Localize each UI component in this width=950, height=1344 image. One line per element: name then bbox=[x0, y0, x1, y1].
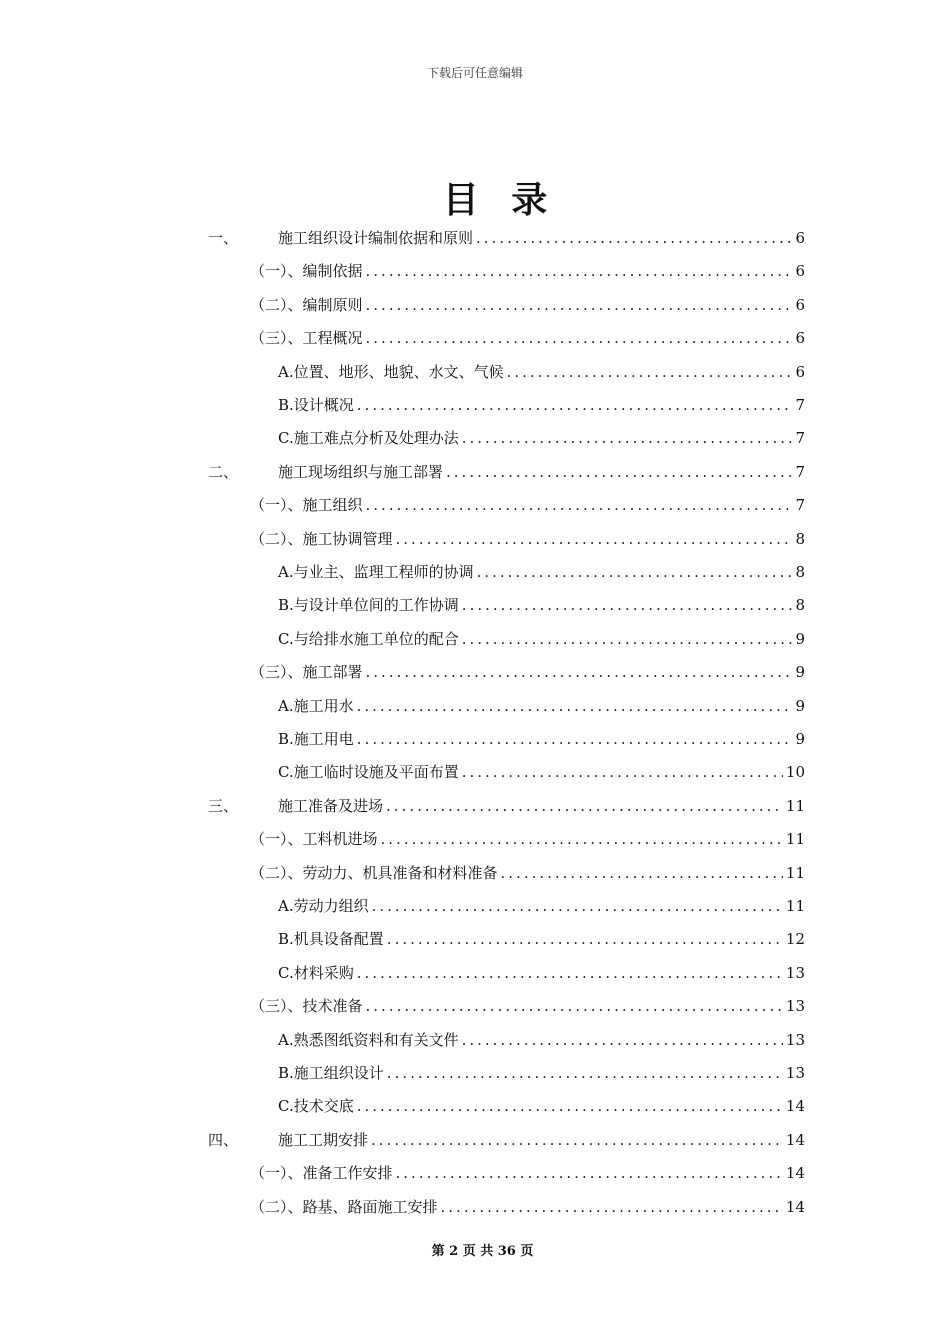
toc-entry-title: （一）、编制依据 bbox=[250, 262, 363, 281]
toc-entry[interactable] bbox=[208, 226, 805, 250]
toc-dot-leader bbox=[372, 894, 783, 918]
toc-entry-page-number: 14 bbox=[785, 1097, 805, 1116]
toc-entry-title: C.施工临时设施及平面布置 bbox=[278, 763, 459, 782]
toc-entry-page-number: 6 bbox=[795, 329, 805, 348]
toc-entry[interactable] bbox=[278, 927, 805, 951]
toc-entry-title: 施工准备及进场 bbox=[278, 796, 384, 815]
toc-entry[interactable] bbox=[278, 1028, 805, 1052]
toc-entry-page-number: 9 bbox=[795, 696, 805, 715]
toc-dot-leader bbox=[357, 727, 793, 751]
toc-entry[interactable] bbox=[208, 460, 805, 484]
toc-entry-title: （一）、准备工作安排 bbox=[250, 1164, 393, 1183]
toc-dot-leader bbox=[357, 1094, 783, 1118]
toc-entry-number: 三、 bbox=[208, 796, 239, 815]
toc-entry-title: C.技术交底 bbox=[278, 1097, 354, 1116]
toc-entry-page-number: 9 bbox=[795, 629, 805, 648]
toc-entry-page-number: 11 bbox=[785, 796, 805, 815]
toc-entry-title: （二）、编制原则 bbox=[250, 295, 363, 314]
toc-entry-page-number: 13 bbox=[785, 963, 805, 982]
toc-entry-page-number: 11 bbox=[785, 863, 805, 882]
toc-entry-page-number: 6 bbox=[795, 295, 805, 314]
toc-entry[interactable] bbox=[278, 560, 805, 584]
toc-entry[interactable] bbox=[250, 1195, 805, 1219]
toc-entry-page-number: 8 bbox=[795, 596, 805, 615]
toc-dot-leader bbox=[396, 1161, 783, 1185]
toc-entry-page-number: 9 bbox=[795, 663, 805, 682]
toc-entry[interactable] bbox=[278, 961, 805, 985]
page-footer: 第 2 页 共 36 页 bbox=[431, 1244, 534, 1259]
toc-entry[interactable] bbox=[278, 627, 805, 651]
toc-entry-page-number: 13 bbox=[785, 1030, 805, 1049]
toc-entry[interactable] bbox=[278, 1094, 805, 1118]
toc-dot-leader bbox=[366, 660, 793, 684]
toc-entry-page-number: 6 bbox=[795, 362, 805, 381]
toc-dot-leader bbox=[357, 393, 793, 417]
toc-entry[interactable] bbox=[250, 527, 805, 551]
toc-entry-number: 四、 bbox=[208, 1130, 239, 1149]
toc-entry-title: C.材料采购 bbox=[278, 963, 354, 982]
toc-entry-title: （一）、工料机进场 bbox=[250, 830, 378, 849]
toc-dot-leader bbox=[366, 293, 793, 317]
toc-dot-leader bbox=[462, 426, 793, 450]
toc-entry[interactable] bbox=[208, 794, 805, 818]
toc-dot-leader bbox=[441, 1195, 783, 1219]
toc-entry-title: （二）、路基、路面施工安排 bbox=[250, 1197, 438, 1216]
toc-entry-page-number: 12 bbox=[785, 930, 805, 949]
toc-dot-leader bbox=[462, 627, 793, 651]
toc-dot-leader bbox=[366, 259, 793, 283]
toc-entry-page-number: 7 bbox=[795, 429, 805, 448]
toc-dot-leader bbox=[357, 961, 783, 985]
toc-entry-number: 二、 bbox=[208, 462, 239, 481]
toc-entry-title: B.施工组织设计 bbox=[278, 1064, 384, 1082]
toc-entry-page-number: 7 bbox=[795, 396, 805, 414]
toc-entry-page-number: 13 bbox=[785, 1064, 805, 1082]
toc-entry-page-number: 14 bbox=[785, 1164, 805, 1183]
toc-dot-leader bbox=[476, 226, 792, 250]
toc-entry[interactable] bbox=[278, 694, 805, 718]
toc-dot-leader bbox=[366, 326, 793, 350]
toc-entry-page-number: 6 bbox=[795, 262, 805, 281]
toc-entry[interactable] bbox=[250, 994, 805, 1018]
toc-dot-leader bbox=[371, 1128, 783, 1152]
toc-entry-title: A.与业主、监理工程师的协调 bbox=[278, 563, 474, 581]
toc-dot-leader bbox=[462, 1028, 783, 1052]
toc-entry-title: （二）、施工协调管理 bbox=[250, 529, 393, 548]
toc-entry[interactable] bbox=[250, 660, 805, 684]
toc-entry-page-number: 9 bbox=[795, 730, 805, 748]
toc-dot-leader bbox=[462, 760, 783, 784]
toc-entry[interactable] bbox=[250, 293, 805, 317]
toc-entry[interactable] bbox=[278, 393, 805, 417]
toc-dot-leader bbox=[462, 593, 793, 617]
toc-dot-leader bbox=[396, 527, 793, 551]
toc-entry[interactable] bbox=[278, 894, 805, 918]
page-title: 目 录 bbox=[442, 180, 558, 221]
toc-entry-title: B.与设计单位间的工作协调 bbox=[278, 596, 459, 615]
toc-dot-leader bbox=[386, 794, 783, 818]
toc-entry-title: A.位置、地形、地貌、水文、气候 bbox=[278, 362, 504, 381]
toc-entry-page-number: 10 bbox=[785, 763, 805, 782]
toc-entry-title: （一）、施工组织 bbox=[250, 496, 363, 515]
toc-entry-title: B.施工用电 bbox=[278, 730, 354, 748]
toc-entry-page-number: 8 bbox=[795, 529, 805, 548]
toc-entry-title: 施工现场组织与施工部署 bbox=[278, 462, 444, 481]
toc-entry-title: B.机具设备配置 bbox=[278, 930, 384, 949]
toc-entry-title: B.设计概况 bbox=[278, 396, 354, 414]
toc-entry-title: （三）、施工部署 bbox=[250, 663, 363, 682]
toc-entry[interactable] bbox=[250, 493, 805, 517]
toc-entry[interactable] bbox=[278, 360, 805, 384]
toc-entry-title: A.施工用水 bbox=[278, 696, 354, 715]
toc-entry[interactable] bbox=[250, 1161, 805, 1185]
toc-dot-leader bbox=[387, 927, 783, 951]
toc-dot-leader bbox=[501, 861, 783, 885]
toc-entry[interactable] bbox=[278, 727, 805, 751]
toc-entry-page-number: 11 bbox=[785, 897, 805, 915]
toc-entry[interactable] bbox=[250, 861, 805, 885]
toc-entry-title: 施工组织设计编制依据和原则 bbox=[278, 229, 474, 247]
toc-entry-title: （二）、劳动力、机具准备和材料准备 bbox=[250, 863, 498, 882]
toc-dot-leader bbox=[387, 1061, 783, 1085]
toc-entry[interactable] bbox=[250, 326, 805, 350]
toc-dot-leader bbox=[381, 827, 783, 851]
toc-dot-leader bbox=[446, 460, 792, 484]
toc-entry-page-number: 6 bbox=[795, 229, 805, 247]
toc-entry[interactable] bbox=[250, 827, 805, 851]
toc-entry[interactable] bbox=[278, 593, 805, 617]
toc-entry[interactable] bbox=[208, 1128, 805, 1152]
toc-entry-title: 施工工期安排 bbox=[278, 1130, 369, 1149]
toc-dot-leader bbox=[477, 560, 793, 584]
toc-entry[interactable] bbox=[278, 1061, 805, 1085]
toc-entry-title: （三）、技术准备 bbox=[250, 997, 363, 1016]
toc-entry-page-number: 7 bbox=[795, 462, 805, 481]
toc-entry[interactable] bbox=[278, 426, 805, 450]
toc-dot-leader bbox=[507, 360, 793, 384]
toc-entry-page-number: 11 bbox=[785, 830, 805, 849]
toc-entry-page-number: 13 bbox=[785, 997, 805, 1016]
toc-dot-leader bbox=[366, 493, 793, 517]
toc-dot-leader bbox=[357, 694, 793, 718]
toc-entry-number: 一、 bbox=[208, 229, 239, 247]
toc-entry-title: A.熟悉图纸资料和有关文件 bbox=[278, 1030, 459, 1049]
toc-entry-title: A.劳动力组织 bbox=[278, 897, 369, 915]
page-header: 下载后可任意编辑 bbox=[426, 66, 523, 80]
toc-entry[interactable] bbox=[250, 259, 805, 283]
toc-entry-page-number: 7 bbox=[795, 496, 805, 515]
toc-entry-title: C.与给排水施工单位的配合 bbox=[278, 629, 459, 648]
toc-entry-page-number: 8 bbox=[795, 563, 805, 581]
toc-entry-page-number: 14 bbox=[785, 1130, 805, 1149]
toc-entry[interactable] bbox=[278, 760, 805, 784]
toc-entry-page-number: 14 bbox=[785, 1197, 805, 1216]
toc-entry-title: （三）、工程概况 bbox=[250, 329, 363, 348]
toc-dot-leader bbox=[366, 994, 783, 1018]
toc-entry-title: C.施工难点分析及处理办法 bbox=[278, 429, 459, 448]
